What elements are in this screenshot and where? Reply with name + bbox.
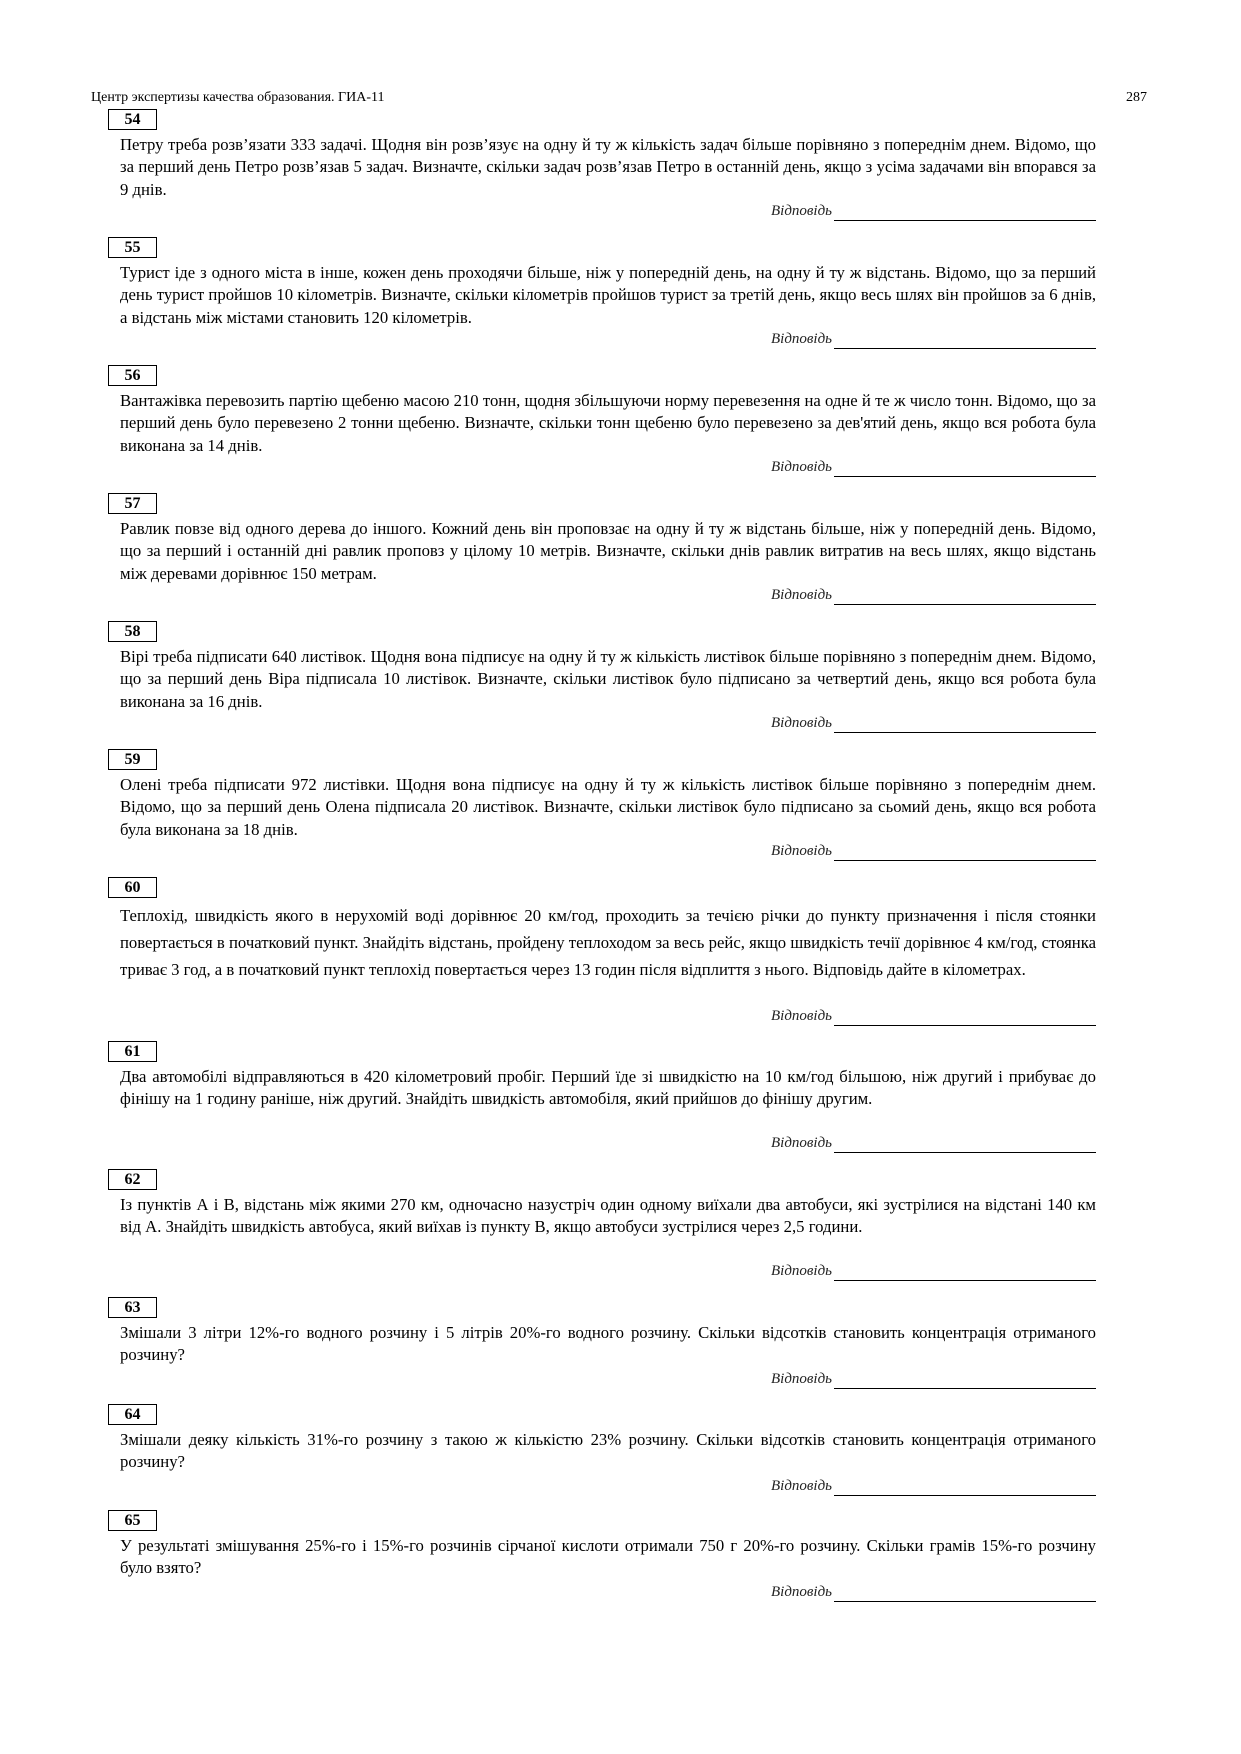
page-header [91, 90, 1147, 110]
task-text: Петру треба розв’язати 333 задачі. Щодня він розв’язує на одну й ту ж кількість задач більше порівняно з попереднім днем. Відомо, що за перший день Петро розв’язав 5 задач. Визначте, скільки задач розв’язав Петро в останній день, якщо з усіма задачами він впорався за 9 днів. [120, 135, 1096, 199]
task-number: 57 [108, 493, 157, 514]
task-number: 54 [108, 109, 157, 130]
answer-label: Відповідь [770, 203, 832, 219]
answer-field[interactable] [736, 587, 1096, 607]
answer-line[interactable] [834, 604, 1096, 605]
task-number: 59 [108, 749, 157, 770]
answer-label: Відповідь [770, 1135, 832, 1151]
task-text: Равлик повзе від одного дерева до іншого. Кожний день він проповзає на одну й ту ж відстань більше, ніж у попередній день. Відомо, що за перший і останній дні равлик проповз у цілому 10 метрів. Визначте, скільки днів равлик витратив на весь шлях, якщо відстань між деревами дорівнює 150 метрам. [120, 519, 1096, 583]
answer-line[interactable] [834, 348, 1096, 349]
task-number: 56 [108, 365, 157, 386]
task-number: 55 [108, 237, 157, 258]
answer-field[interactable] [736, 331, 1096, 351]
task-text: Турист іде з одного міста в інше, кожен день проходячи більше, ніж у попередній день, на одну й ту ж відстань. Відомо, що за перший день турист пройшов 10 кілометрів. Визначте, скільки кілометрів пройшов турист за третій день, якщо весь шлях він пройшов за 6 днів, а відстань між містами становить 120 кілометрів. [120, 263, 1096, 327]
answer-line[interactable] [834, 860, 1096, 861]
answer-line[interactable] [834, 1280, 1096, 1281]
header-title: Центр экспертизы качества образования. ГИА-11 [91, 90, 385, 105]
answer-line[interactable] [834, 732, 1096, 733]
answer-field[interactable] [736, 843, 1096, 863]
task-number: 61 [108, 1041, 157, 1062]
answer-label: Відповідь [770, 459, 832, 475]
answer-field[interactable] [736, 1135, 1096, 1155]
answer-field[interactable] [736, 1008, 1096, 1028]
answer-label: Відповідь [770, 843, 832, 859]
task-number: 62 [108, 1169, 157, 1190]
task-text: Вірі треба підписати 640 листівок. Щодня вона підписує на одну й ту ж кількість листівок більше порівняно з попереднім днем. Відомо, що за перший день Віра підписала 10 листівок. Визначте, скільки листівок було підписано за четвертий день, якщо вся робота була виконана за 16 днів. [120, 647, 1096, 711]
answer-field[interactable] [736, 459, 1096, 479]
answer-field[interactable] [736, 1263, 1096, 1283]
task-text: Теплохід, швидкість якого в нерухомій воді дорівнює 20 км/год, проходить за течією річки до пункту призначення і після стоянки повертається в початковий пункт. Знайдіть відстань, пройдену теплоходом за весь рейс, якщо швидкість течії дорівнює 4 км/год, стоянка триває 3 год, а в початковий пункт теплохід повертається через 13 годин після відплиття з нього. Відповідь дайте в кілометрах. [120, 906, 1096, 979]
answer-label: Відповідь [770, 1478, 832, 1494]
answer-label: Відповідь [770, 1584, 832, 1600]
answer-line[interactable] [834, 1601, 1096, 1602]
answer-field[interactable] [736, 1371, 1096, 1391]
task-number: 60 [108, 877, 157, 898]
task-number: 64 [108, 1404, 157, 1425]
task-text: Із пунктів А і В, відстань між якими 270 км, одночасно назустріч один одному виїхали два автобуси, які зустрілися на відстані 140 км від А. Знайдіть швидкість автобуса, який виїхав із пункту В, якщо автобуси зустрілися через 2,5 години. [120, 1195, 1096, 1237]
task-text: Вантажівка перевозить партію щебеню масою 210 тонн, щодня збільшуючи норму перевезення на одне й те ж число тонн. Відомо, що за перший день було перевезено 2 тонни щебеню. Визначте, скільки тонн щебеню було перевезено за дев'ятий день, якщо вся робота була виконана за 14 днів. [120, 391, 1096, 455]
answer-line[interactable] [834, 1388, 1096, 1389]
answer-line[interactable] [834, 1025, 1096, 1026]
answer-field[interactable] [736, 715, 1096, 735]
answer-line[interactable] [834, 476, 1096, 477]
task-text: У результаті змішування 25%-го і 15%-го розчинів сірчаної кислоти отримали 750 г 20%-го розчину. Скільки грамів 15%-го розчину було взято? [120, 1536, 1096, 1578]
task-text: Два автомобілі відправляються в 420 кілометровий пробіг. Перший їде зі швидкістю на 10 км/год більшою, ніж другий і прибуває до фінішу на 1 годину раніше, ніж другий. Знайдіть швидкість автомобіля, який прийшов до фінішу другим. [120, 1067, 1096, 1109]
answer-label: Відповідь [770, 587, 832, 603]
answer-line[interactable] [834, 1152, 1096, 1153]
answer-label: Відповідь [770, 1008, 832, 1024]
answer-label: Відповідь [770, 1263, 832, 1279]
answer-field[interactable] [736, 1584, 1096, 1604]
answer-line[interactable] [834, 220, 1096, 221]
answer-label: Відповідь [770, 715, 832, 731]
task-text: Змішали 3 літри 12%-го водного розчину і 5 літрів 20%-го водного розчину. Скільки відсотків становить концентрація отриманого розчину? [120, 1323, 1096, 1365]
page-number: 287 [1126, 90, 1147, 105]
task-text: Змішали деяку кількість 31%-го розчину з такою ж кількістю 23% розчину. Скільки відсотків становить концентрація отриманого розчину? [120, 1430, 1096, 1472]
task-number: 58 [108, 621, 157, 642]
answer-line[interactable] [834, 1495, 1096, 1496]
task-number: 65 [108, 1510, 157, 1531]
answer-label: Відповідь [770, 1371, 832, 1387]
answer-field[interactable] [736, 203, 1096, 223]
task-number: 63 [108, 1297, 157, 1318]
task-text: Олені треба підписати 972 листівки. Щодня вона підписує на одну й ту ж кількість листівок більше порівняно з попереднім днем. Відомо, що за перший день Олена підписала 20 листівок. Визначте, скільки листівок було підписано за сьомий день, якщо вся робота була виконана за 18 днів. [120, 775, 1096, 839]
answer-field[interactable] [736, 1478, 1096, 1498]
answer-label: Відповідь [770, 331, 832, 347]
